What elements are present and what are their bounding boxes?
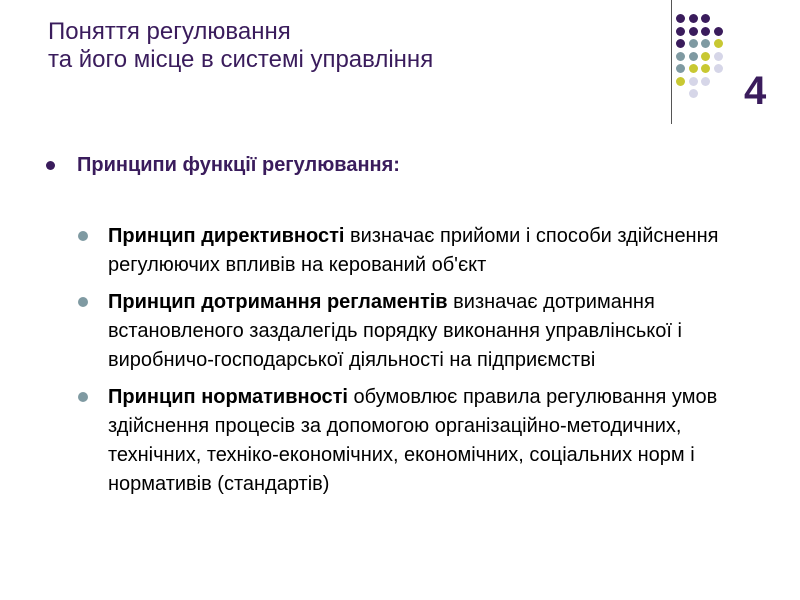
vertical-divider xyxy=(671,0,672,124)
bullet-dot-icon xyxy=(78,297,88,307)
slide-title-line-2: та його місце в системі управління xyxy=(48,46,434,73)
main-bullet-item xyxy=(46,153,666,177)
decorative-dot xyxy=(676,64,685,73)
decorative-dot xyxy=(689,39,698,48)
decorative-dot-grid xyxy=(676,14,736,104)
decorative-dot xyxy=(676,14,685,23)
decorative-dot xyxy=(714,39,723,48)
principles-list xyxy=(78,222,768,507)
slide-title xyxy=(48,18,648,74)
principle-description: визначає дотримання встановленого заздалегідь порядку виконання управлінської і виробничо-господарської діяльності на підприємстві xyxy=(108,291,682,371)
principle-term: Принцип нормативності xyxy=(108,386,348,408)
decorative-dot xyxy=(714,52,723,61)
principle-text xyxy=(108,288,768,375)
decorative-dot xyxy=(689,89,698,98)
slide-title-line-1: Поняття регулювання xyxy=(48,18,291,45)
principle-description: обумовлює правила регулювання умов здійснення процесів за допомогою організаційно-методичних, технічних, техніко-економічних, економічних, соціальних норм і нормативів (стандартів) xyxy=(108,386,718,495)
decorative-dot xyxy=(701,27,710,36)
decorative-dot xyxy=(701,14,710,23)
bullet-dot-icon xyxy=(46,161,55,170)
principle-term: Принцип директивності xyxy=(108,225,345,247)
principle-item-directivity xyxy=(78,222,768,280)
principle-text xyxy=(108,222,768,280)
decorative-dot xyxy=(676,52,685,61)
principle-item-normativity xyxy=(78,383,768,499)
decorative-dot xyxy=(701,64,710,73)
decorative-dot xyxy=(701,77,710,86)
decorative-dot xyxy=(689,64,698,73)
decorative-dot xyxy=(676,39,685,48)
main-bullet-text: Принципи функції регулювання: xyxy=(77,154,400,176)
decorative-dot xyxy=(714,64,723,73)
decorative-dot xyxy=(689,52,698,61)
bullet-dot-icon xyxy=(78,392,88,402)
principle-description: визначає прийоми і способи здійснення регулюючих впливів на керований об'єкт xyxy=(108,225,719,276)
slide-number: 4 xyxy=(744,69,767,113)
decorative-dot xyxy=(689,77,698,86)
bullet-dot-icon xyxy=(78,231,88,241)
decorative-dot xyxy=(689,27,698,36)
decorative-dot xyxy=(701,52,710,61)
decorative-dot xyxy=(714,27,723,36)
principle-text xyxy=(108,383,768,499)
decorative-dot xyxy=(689,14,698,23)
principle-term: Принцип дотримання регламентів xyxy=(108,291,448,313)
decorative-dot xyxy=(676,77,685,86)
decorative-dot xyxy=(676,27,685,36)
principle-item-regulations xyxy=(78,288,768,375)
decorative-dot xyxy=(701,39,710,48)
